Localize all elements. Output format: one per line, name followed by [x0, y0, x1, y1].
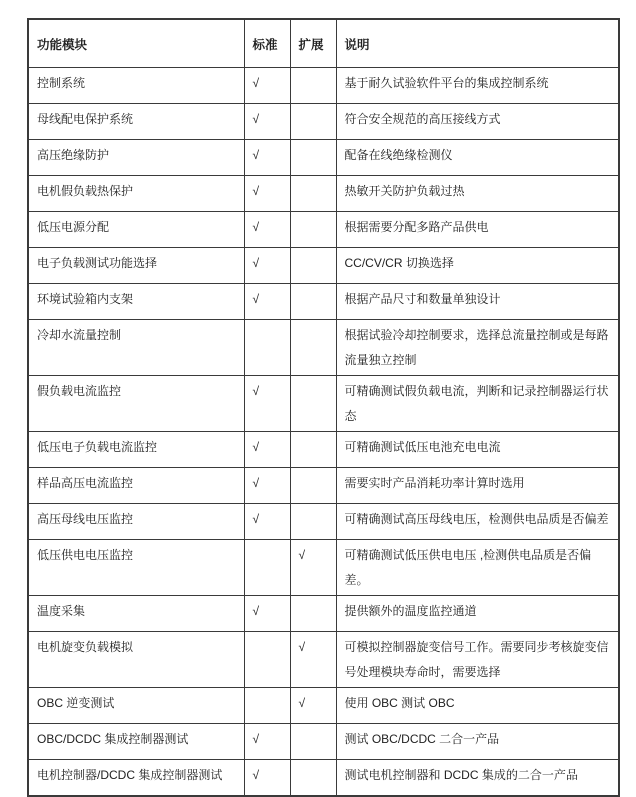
- description-cell: 配备在线绝缘检测仪: [336, 140, 619, 176]
- standard-check-cell: √: [244, 504, 290, 540]
- extended-check-cell: [290, 504, 336, 540]
- standard-check-cell: √: [244, 596, 290, 632]
- header-description: 说明: [336, 19, 619, 68]
- table-row: [28, 320, 619, 376]
- description-cell: 可精确测试高压母线电压，检测供电品质是否偏差: [336, 504, 619, 540]
- module-cell: 电子负载测试功能选择: [28, 248, 244, 284]
- extended-check-cell: √: [290, 688, 336, 724]
- module-cell: 高压母线电压监控: [28, 504, 244, 540]
- module-cell: 环境试验箱内支架: [28, 284, 244, 320]
- extended-check-cell: [290, 248, 336, 284]
- module-cell: 温度采集: [28, 596, 244, 632]
- table-row: [28, 248, 619, 284]
- extended-check-cell: √: [290, 540, 336, 596]
- table-row: [28, 140, 619, 176]
- description-cell: 可模拟控制器旋变信号工作。需要同步考核旋变信号处理模块寿命时，需要选择: [336, 632, 619, 688]
- standard-check-cell: √: [244, 376, 290, 432]
- description-cell: 符合安全规范的高压接线方式: [336, 104, 619, 140]
- description-cell: 可精确测试低压电池充电电流: [336, 432, 619, 468]
- extended-check-cell: [290, 320, 336, 376]
- extended-check-cell: [290, 212, 336, 248]
- module-cell: 控制系统: [28, 68, 244, 104]
- table-row: [28, 432, 619, 468]
- extended-check-cell: [290, 596, 336, 632]
- description-cell: 根据需要分配多路产品供电: [336, 212, 619, 248]
- standard-check-cell: √: [244, 724, 290, 760]
- table-row: [28, 176, 619, 212]
- standard-check-cell: √: [244, 68, 290, 104]
- description-cell: 提供额外的温度监控通道: [336, 596, 619, 632]
- module-cell: 样品高压电流监控: [28, 468, 244, 504]
- extended-check-cell: [290, 284, 336, 320]
- table-row: [28, 760, 619, 797]
- table-row: [28, 688, 619, 724]
- module-cell: 低压电源分配: [28, 212, 244, 248]
- table-row: [28, 468, 619, 504]
- description-cell: 需要实时产品消耗功率计算时选用: [336, 468, 619, 504]
- standard-check-cell: √: [244, 432, 290, 468]
- table-row: [28, 632, 619, 688]
- module-cell: 冷却水流量控制: [28, 320, 244, 376]
- standard-check-cell: [244, 688, 290, 724]
- description-cell: 根据试验冷却控制要求，选择总流量控制或是每路流量独立控制: [336, 320, 619, 376]
- module-cell: 高压绝缘防护: [28, 140, 244, 176]
- extended-check-cell: [290, 176, 336, 212]
- module-cell: 电机控制器/DCDC 集成控制器测试: [28, 760, 244, 797]
- module-cell: 母线配电保护系统: [28, 104, 244, 140]
- standard-check-cell: √: [244, 140, 290, 176]
- table-row: [28, 284, 619, 320]
- standard-check-cell: √: [244, 284, 290, 320]
- module-cell: 低压电子负载电流监控: [28, 432, 244, 468]
- table-row: [28, 596, 619, 632]
- extended-check-cell: [290, 104, 336, 140]
- standard-check-cell: √: [244, 212, 290, 248]
- spec-table: [27, 18, 620, 797]
- extended-check-cell: [290, 68, 336, 104]
- header-extended: 扩展: [290, 19, 336, 68]
- extended-check-cell: [290, 468, 336, 504]
- header-module: 功能模块: [28, 19, 244, 68]
- standard-check-cell: [244, 540, 290, 596]
- table-header-row: [28, 19, 619, 68]
- header-standard: 标准: [244, 19, 290, 68]
- extended-check-cell: [290, 724, 336, 760]
- standard-check-cell: [244, 632, 290, 688]
- description-cell: 测试电机控制器和 DCDC 集成的二合一产品: [336, 760, 619, 797]
- standard-check-cell: √: [244, 176, 290, 212]
- table-row: [28, 68, 619, 104]
- table-body: [28, 68, 619, 797]
- table-row: [28, 376, 619, 432]
- description-cell: 根据产品尺寸和数量单独设计: [336, 284, 619, 320]
- module-cell: OBC/DCDC 集成控制器测试: [28, 724, 244, 760]
- module-cell: 假负载电流监控: [28, 376, 244, 432]
- standard-check-cell: [244, 320, 290, 376]
- description-cell: 可精确测试低压供电电压 ,检测供电品质是否偏差。: [336, 540, 619, 596]
- extended-check-cell: √: [290, 632, 336, 688]
- extended-check-cell: [290, 140, 336, 176]
- table-row: [28, 212, 619, 248]
- module-cell: 电机假负载热保护: [28, 176, 244, 212]
- description-cell: 测试 OBC/DCDC 二合一产品: [336, 724, 619, 760]
- description-cell: CC/CV/CR 切换选择: [336, 248, 619, 284]
- table-row: [28, 104, 619, 140]
- module-cell: 低压供电电压监控: [28, 540, 244, 596]
- table-row: [28, 724, 619, 760]
- table-row: [28, 540, 619, 596]
- standard-check-cell: √: [244, 104, 290, 140]
- standard-check-cell: √: [244, 468, 290, 504]
- description-cell: 可精确测试假负载电流，判断和记录控制器运行状态: [336, 376, 619, 432]
- module-cell: 电机旋变负载模拟: [28, 632, 244, 688]
- description-cell: 基于耐久试验软件平台的集成控制系统: [336, 68, 619, 104]
- description-cell: 使用 OBC 测试 OBC: [336, 688, 619, 724]
- extended-check-cell: [290, 760, 336, 797]
- table-row: [28, 504, 619, 540]
- module-cell: OBC 逆变测试: [28, 688, 244, 724]
- standard-check-cell: √: [244, 248, 290, 284]
- extended-check-cell: [290, 376, 336, 432]
- description-cell: 热敏开关防护负载过热: [336, 176, 619, 212]
- extended-check-cell: [290, 432, 336, 468]
- standard-check-cell: √: [244, 760, 290, 797]
